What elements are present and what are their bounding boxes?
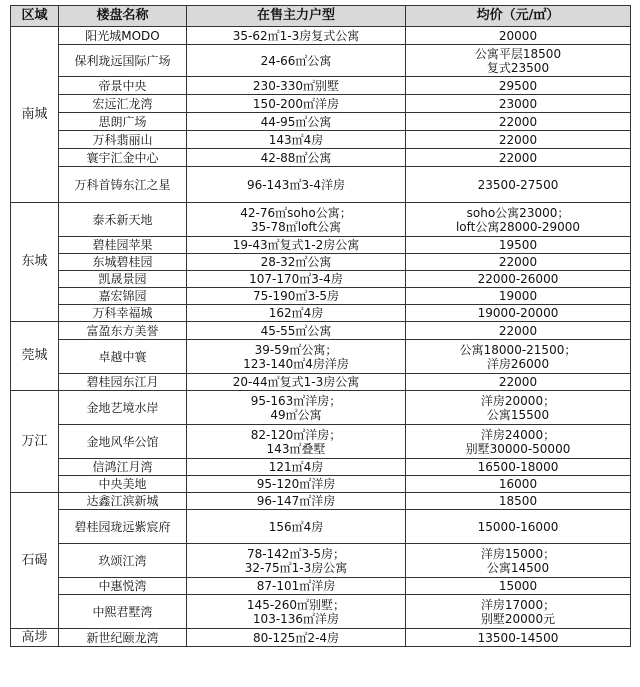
price-cell (406, 95, 631, 113)
unit-type-line: 95-163㎡洋房； (250, 393, 342, 408)
unit-type-cell (187, 578, 406, 595)
price-line: 23500-27500 (477, 177, 559, 192)
header-unit-type: 在售主力户型 (187, 6, 406, 27)
price-cell (406, 340, 631, 374)
project-name-line: 东城碧桂园 (92, 255, 153, 269)
unit-type-cell (187, 113, 406, 131)
price-line: 公寓14500 (486, 560, 550, 575)
unit-type-cell (187, 391, 406, 425)
price-line: 19500 (498, 238, 538, 252)
price-line: 19000-20000 (477, 306, 559, 320)
unit-type-line: 32-75㎡1-3房公寓 (244, 560, 348, 575)
price-cell (406, 476, 631, 493)
unit-type-cell (187, 77, 406, 95)
price-table-container (10, 5, 630, 647)
table-row (11, 203, 631, 237)
unit-type-cell (187, 95, 406, 113)
price-cell (406, 544, 631, 578)
project-name-cell (59, 131, 187, 149)
price-line: 洋房26000 (486, 356, 550, 371)
unit-type-line: 45-55㎡公寓 (260, 323, 332, 338)
table-row (11, 131, 631, 149)
project-name-cell (59, 27, 187, 45)
price-line: 18500 (498, 494, 538, 508)
project-name-line: 保利珑远国际广场 (74, 53, 171, 68)
project-name-cell (59, 45, 187, 77)
table-row (11, 322, 631, 340)
project-name-cell (59, 77, 187, 95)
project-name-line: 万科幸福城 (92, 306, 153, 320)
project-name-line: 宏远汇龙湾 (92, 96, 153, 111)
project-name-cell (59, 391, 187, 425)
project-name-line: 万科首铸东江之星 (74, 177, 171, 192)
unit-type-line: 44-95㎡公寓 (260, 114, 332, 129)
unit-type-line: 96-147㎡洋房 (256, 494, 336, 508)
table-row (11, 391, 631, 425)
unit-type-cell (187, 374, 406, 391)
price-line: 22000 (498, 255, 538, 269)
price-line: 洋房17000； (480, 597, 556, 612)
price-cell (406, 391, 631, 425)
unit-type-line: 80-125㎡2-4房 (252, 630, 340, 645)
header-project-name: 楼盘名称 (59, 6, 187, 27)
price-cell (406, 271, 631, 288)
project-name-cell (59, 459, 187, 476)
price-line: 29500 (498, 78, 538, 93)
price-line: 23000 (498, 96, 538, 111)
unit-type-line: 156㎡4房 (268, 519, 324, 534)
region-cell: 南城 (11, 27, 59, 203)
price-cell (406, 305, 631, 322)
price-line: 22000 (498, 150, 538, 165)
price-cell (406, 374, 631, 391)
unit-type-line: 35-78㎡loft公寓 (250, 219, 342, 234)
project-name-cell (59, 629, 187, 647)
table-header-row (11, 6, 631, 27)
unit-type-cell (187, 544, 406, 578)
project-name-line: 新世纪颐龙湾 (86, 630, 159, 645)
price-line: 洋房20000； (480, 393, 556, 408)
project-name-cell (59, 476, 187, 493)
unit-type-line: 87-101㎡洋房 (256, 579, 336, 593)
project-name-cell (59, 374, 187, 391)
project-name-line: 思朗广场 (98, 114, 147, 129)
price-cell (406, 425, 631, 459)
project-name-cell (59, 425, 187, 459)
table-row (11, 27, 631, 45)
project-name-line: 万科翡丽山 (92, 132, 153, 147)
price-line: 13500-14500 (477, 630, 559, 645)
project-name-cell (59, 95, 187, 113)
unit-type-line: 82-120㎡洋房； (250, 427, 342, 442)
region-cell: 高埗 (11, 629, 59, 647)
table-row (11, 113, 631, 131)
project-name-line: 中央美地 (98, 477, 147, 491)
unit-type-line: 150-200㎡洋房 (252, 96, 340, 111)
price-line: 别墅30000-50000 (465, 441, 571, 456)
table-row (11, 95, 631, 113)
table-row (11, 493, 631, 510)
price-line: 20000 (498, 28, 538, 43)
price-line: 22000 (498, 375, 538, 389)
unit-type-cell (187, 510, 406, 544)
table-row (11, 288, 631, 305)
unit-type-line: 78-142㎡3-5房； (246, 546, 346, 561)
unit-type-cell (187, 27, 406, 45)
unit-type-cell (187, 459, 406, 476)
price-line: 22000-26000 (477, 272, 559, 286)
price-cell (406, 149, 631, 167)
project-name-cell (59, 322, 187, 340)
price-line: 22000 (498, 114, 538, 129)
price-cell (406, 77, 631, 95)
price-line: 19000 (498, 289, 538, 303)
price-cell (406, 493, 631, 510)
header-region: 区域 (11, 6, 59, 27)
unit-type-cell (187, 629, 406, 647)
project-name-line: 玖颂江湾 (98, 553, 147, 568)
table-row (11, 510, 631, 544)
project-name-cell (59, 595, 187, 629)
unit-type-cell (187, 203, 406, 237)
price-line: 22000 (498, 323, 538, 338)
table-row (11, 425, 631, 459)
header-average-price: 均价（元/㎡） (406, 6, 631, 27)
unit-type-cell (187, 254, 406, 271)
unit-type-line: 24-66㎡公寓 (260, 53, 332, 68)
project-name-cell (59, 203, 187, 237)
price-cell (406, 131, 631, 149)
unit-type-line: 95-120㎡洋房 (256, 477, 336, 491)
table-row (11, 578, 631, 595)
unit-type-line: 35-62㎡1-3房复式公寓 (232, 28, 360, 43)
price-line: 复式23500 (486, 60, 550, 75)
table-row (11, 305, 631, 322)
table-row (11, 340, 631, 374)
table-row (11, 544, 631, 578)
unit-type-cell (187, 476, 406, 493)
price-line: 15000-16000 (477, 519, 559, 534)
price-line: 公寓18000-21500； (459, 342, 577, 357)
project-name-line: 碧桂园苹果 (92, 238, 153, 252)
project-name-cell (59, 305, 187, 322)
price-cell (406, 203, 631, 237)
table-row (11, 237, 631, 254)
project-name-line: 中惠悦湾 (98, 579, 147, 593)
table-row (11, 45, 631, 77)
housing-price-table (10, 5, 631, 647)
project-name-cell (59, 544, 187, 578)
price-line: 洋房24000； (480, 427, 556, 442)
project-name-cell (59, 288, 187, 305)
project-name-cell (59, 149, 187, 167)
price-line: loft公寓28000-29000 (455, 219, 581, 234)
table-row (11, 374, 631, 391)
unit-type-line: 121㎡4房 (268, 460, 324, 474)
unit-type-cell (187, 45, 406, 77)
price-line: 公寓平层18500 (474, 46, 562, 61)
price-line: soho公寓23000； (466, 205, 570, 220)
project-name-cell (59, 237, 187, 254)
table-row (11, 149, 631, 167)
project-name-line: 金地风华公馆 (86, 434, 159, 449)
unit-type-line: 103-136㎡洋房 (252, 611, 340, 626)
project-name-line: 碧桂园珑远紫宸府 (74, 519, 171, 534)
project-name-line: 卓越中寰 (98, 349, 147, 364)
unit-type-cell (187, 322, 406, 340)
price-cell (406, 629, 631, 647)
unit-type-cell (187, 288, 406, 305)
unit-type-cell (187, 305, 406, 322)
price-cell (406, 288, 631, 305)
unit-type-cell (187, 149, 406, 167)
project-name-line: 达鑫江滨新城 (86, 494, 159, 508)
project-name-cell (59, 578, 187, 595)
region-cell: 万江 (11, 391, 59, 493)
price-line: 15000 (498, 579, 538, 593)
project-name-cell (59, 113, 187, 131)
unit-type-cell (187, 271, 406, 288)
table-row (11, 476, 631, 493)
unit-type-cell (187, 237, 406, 254)
project-name-line: 富盈东方美誉 (86, 323, 159, 338)
table-row (11, 629, 631, 647)
project-name-cell (59, 271, 187, 288)
unit-type-line: 123-140㎡4房洋房 (243, 356, 349, 371)
project-name-cell (59, 340, 187, 374)
unit-type-cell (187, 595, 406, 629)
table-row (11, 254, 631, 271)
price-cell (406, 595, 631, 629)
unit-type-line: 42-76㎡soho公寓； (240, 205, 352, 220)
price-cell (406, 578, 631, 595)
project-name-cell (59, 254, 187, 271)
unit-type-line: 143㎡4房 (268, 132, 324, 147)
price-line: 16500-18000 (477, 460, 559, 474)
unit-type-cell (187, 167, 406, 203)
price-line: 公寓15500 (486, 407, 550, 422)
price-cell (406, 510, 631, 544)
project-name-line: 阳光城MODO (85, 28, 160, 43)
price-line: 别墅20000元 (480, 611, 556, 626)
unit-type-line: 20-44㎡复式1-3房公寓 (232, 375, 360, 389)
region-cell: 东城 (11, 203, 59, 322)
unit-type-line: 96-143㎡3-4洋房 (246, 177, 346, 192)
project-name-line: 泰禾新天地 (92, 212, 153, 227)
table-body (11, 27, 631, 647)
price-cell (406, 27, 631, 45)
price-cell (406, 322, 631, 340)
unit-type-line: 145-260㎡别墅； (246, 597, 346, 612)
unit-type-cell (187, 131, 406, 149)
price-line: 洋房15000； (480, 546, 556, 561)
unit-type-cell (187, 493, 406, 510)
project-name-line: 金地艺境水岸 (86, 400, 159, 415)
unit-type-cell (187, 340, 406, 374)
price-line: 16000 (498, 477, 538, 491)
project-name-cell (59, 510, 187, 544)
project-name-cell (59, 493, 187, 510)
region-cell: 莞城 (11, 322, 59, 391)
unit-type-line: 162㎡4房 (268, 306, 324, 320)
table-row (11, 77, 631, 95)
region-cell: 石碣 (11, 493, 59, 629)
price-cell (406, 113, 631, 131)
project-name-line: 帝景中央 (98, 78, 147, 93)
price-cell (406, 237, 631, 254)
project-name-line: 嘉宏锦园 (98, 289, 147, 303)
unit-type-line: 49㎡公寓 (270, 407, 322, 422)
price-cell (406, 167, 631, 203)
project-name-line: 凯晟景园 (98, 272, 147, 286)
unit-type-line: 107-170㎡3-4房 (249, 272, 343, 286)
table-row (11, 459, 631, 476)
unit-type-line: 19-43㎡复式1-2房公寓 (232, 238, 360, 252)
project-name-cell (59, 167, 187, 203)
project-name-line: 碧桂园东江月 (86, 375, 159, 389)
unit-type-line: 75-190㎡3-5房 (252, 289, 340, 303)
price-cell (406, 459, 631, 476)
unit-type-line: 230-330㎡别墅 (252, 78, 340, 93)
project-name-line: 寰宇汇金中心 (86, 150, 159, 165)
price-cell (406, 254, 631, 271)
table-row (11, 167, 631, 203)
price-line: 22000 (498, 132, 538, 147)
unit-type-line: 143㎡叠墅 (266, 441, 326, 456)
price-cell (406, 45, 631, 77)
project-name-line: 信鸿江月湾 (92, 460, 153, 474)
unit-type-cell (187, 425, 406, 459)
table-row (11, 271, 631, 288)
unit-type-line: 42-88㎡公寓 (260, 150, 332, 165)
project-name-line: 中熙君墅湾 (92, 604, 153, 619)
unit-type-line: 39-59㎡公寓； (254, 342, 338, 357)
table-row (11, 595, 631, 629)
unit-type-line: 28-32㎡公寓 (260, 255, 332, 269)
